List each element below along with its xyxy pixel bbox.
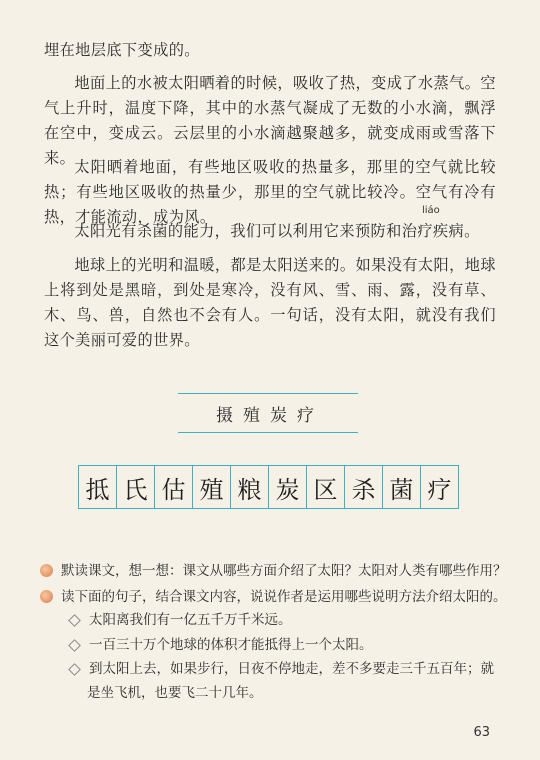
diamond-bullet-icon <box>68 639 81 652</box>
paragraph-water-cycle: 地面上的水被太阳晒着的时候，吸收了热，变成了水蒸气。空气上升时，温度下降，其中的水蒸气凝成了无数的小水滴，飘浮在空中，变成云。云层里的小水滴越聚越多，就变成雨或雪落下来。 <box>44 74 496 167</box>
exercise-question-2 <box>40 586 510 608</box>
example-sentence-2 <box>70 633 500 657</box>
example-text: 一百三十万个地球的体积才能抵得上一个太阳。 <box>89 637 373 653</box>
vocab-char: 炭 <box>270 405 293 426</box>
write-char: 炭 <box>269 466 307 508</box>
write-char: 疗 <box>427 475 452 504</box>
writing-character-grid <box>78 465 459 509</box>
diamond-bullet-icon <box>68 614 81 627</box>
exercise-bullet-icon <box>40 564 53 577</box>
write-char: 氏 <box>117 466 155 508</box>
write-char: 抵 <box>79 466 117 508</box>
exercise-question-1 <box>40 560 510 582</box>
write-char: 菌 <box>383 466 421 508</box>
write-char: 估 <box>155 466 193 508</box>
page-number: 63 <box>473 725 490 740</box>
example-text: 到太阳上去，如果步行，日夜不停地走，差不多要走三千五百年；就 <box>89 661 494 677</box>
question-text: 读下面的句子，结合课文内容，说说作者是运用哪些说明方法介绍太阳的。 <box>61 589 507 605</box>
vocab-char: 疗 <box>297 405 320 426</box>
example-text: 太阳离我们有一亿五千万千米远。 <box>89 612 292 628</box>
write-char: 杀 <box>345 466 383 508</box>
vocab-char: 摄 <box>216 405 239 426</box>
write-char: 殖 <box>193 466 231 508</box>
vocab-char: 殖 <box>243 405 266 426</box>
pinyin-annotation: liáo <box>422 205 440 216</box>
paragraph-light-warmth: 地球上的光明和温暖，都是太阳送来的。如果没有太阳，地球上将到处是黑暗，到处是寒冷，没有风、雪、雨、露，没有草、木、鸟、兽，自然也不会有人。一句话，没有太阳，就没有我们这个美丽可爱的世界。 <box>44 256 496 349</box>
paragraph-sterilize: 太阳光有杀菌的能力，我们可以利用它来预防和治疗疾病。 <box>74 222 480 240</box>
diamond-bullet-icon <box>68 663 81 676</box>
example-sentence-3 <box>70 657 500 681</box>
text-line-continuation: 埋在地层底下变成的。 <box>44 41 200 59</box>
example-sentence-3-continued: 是坐飞机，也要飞二十几年。 <box>87 685 263 701</box>
write-char: 区 <box>307 466 345 508</box>
write-char: 粮 <box>231 466 269 508</box>
question-text: 默读课文，想一想：课文从哪些方面介绍了太阳？太阳对人类有哪些作用？ <box>61 563 507 579</box>
exercise-bullet-icon <box>40 590 53 603</box>
paragraph-wind: 太阳晒着地面，有些地区吸收的热量多，那里的空气就比较热；有些地区吸收的热量少，那里的空气就比较冷。空气有冷有热，才能流动，成为风。 <box>44 158 496 226</box>
example-sentence-1 <box>70 608 500 632</box>
vocab-recognize-box <box>178 393 358 433</box>
